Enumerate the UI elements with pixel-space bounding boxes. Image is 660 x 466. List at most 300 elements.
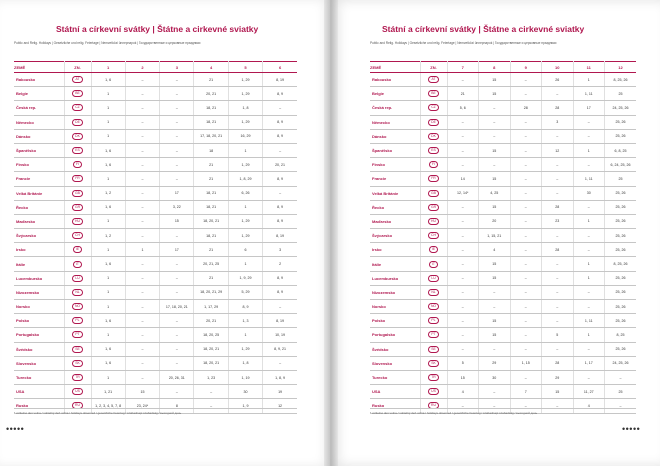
country-code-cell xyxy=(420,73,447,87)
holiday-dates-cell: 18, 21 xyxy=(194,101,228,115)
holiday-dates-cell: 15 xyxy=(447,370,479,384)
country-name: Španělsko xyxy=(14,143,64,157)
holiday-dates-cell: 20, 26, 31 xyxy=(160,370,194,384)
country-name: Nizozemsko xyxy=(370,285,420,299)
country-name: Turecko xyxy=(370,370,420,384)
holiday-dates-cell: 12 xyxy=(263,399,297,413)
holiday-dates-cell: 15 xyxy=(479,200,511,214)
holiday-dates-cell: – xyxy=(510,271,542,285)
holiday-dates-cell: – xyxy=(194,385,228,399)
country-code-badge: ES xyxy=(72,147,83,154)
holiday-dates-cell: – xyxy=(160,87,194,101)
holiday-dates-cell: – xyxy=(542,87,574,101)
header-month: 6 xyxy=(263,62,297,73)
table-row xyxy=(370,328,636,342)
holiday-dates-cell: – xyxy=(510,300,542,314)
holiday-dates-cell: 1 xyxy=(228,328,262,342)
holiday-dates-cell: 3, 22 xyxy=(160,200,194,214)
country-name: Řecko xyxy=(14,200,64,214)
country-code-badge: NL xyxy=(428,289,438,296)
holiday-dates-cell: 25 xyxy=(605,385,637,399)
holiday-dates-cell: 4, 25 xyxy=(479,186,511,200)
footnote: * volitelné den volna / voliteľný deň voľna / holidays observed / gesetzliche Feiertag / szabadnapi szabadság / выходной день xyxy=(370,408,636,415)
country-name: USA xyxy=(14,385,64,399)
holiday-dates-cell: 3 xyxy=(542,115,574,129)
holiday-dates-cell: 1, 8, 29 xyxy=(228,172,262,186)
holiday-dates-cell: 1, 6 xyxy=(91,143,125,157)
holiday-dates-cell: 1 xyxy=(91,129,125,143)
holiday-dates-cell: 1 xyxy=(573,328,605,342)
country-code-badge: NO xyxy=(428,303,439,310)
country-code-badge: LU xyxy=(72,275,82,282)
holiday-dates-cell: – xyxy=(125,314,159,328)
holiday-dates-cell: 1 xyxy=(228,143,262,157)
holiday-dates-cell: 1, 11 xyxy=(573,314,605,328)
holiday-dates-cell: – xyxy=(510,73,542,87)
holiday-dates-cell: – xyxy=(160,285,194,299)
holiday-dates-cell: 3 xyxy=(263,243,297,257)
holiday-dates-cell: 25, 26 xyxy=(605,214,637,228)
country-name: Itálie xyxy=(14,257,64,271)
holiday-dates-cell: 1 xyxy=(91,328,125,342)
country-name: Polsko xyxy=(14,314,64,328)
country-code-cell xyxy=(420,115,447,129)
holiday-dates-cell: 6, 24, 25, 26 xyxy=(605,158,637,172)
holiday-dates-cell: 25, 26 xyxy=(605,271,637,285)
holiday-dates-cell: 1 xyxy=(91,172,125,186)
table-row xyxy=(14,370,297,384)
country-name: Dánsko xyxy=(370,129,420,143)
page-subtitle: Public and Relig. Holidays | Gesetzliche und relig. Feiertage | Nemzetközi ünnepnapok | Государственные и церковные праздники xyxy=(14,41,201,45)
country-code-badge: LU xyxy=(428,275,438,282)
country-code-badge: PL xyxy=(72,317,82,324)
table-row xyxy=(14,186,297,200)
holiday-dates-cell: – xyxy=(447,214,479,228)
country-name: Lucembursko xyxy=(14,271,64,285)
table-row xyxy=(14,158,297,172)
country-code-cell xyxy=(420,370,447,384)
holiday-dates-cell: 21 xyxy=(194,158,228,172)
holiday-dates-cell: 1 xyxy=(573,214,605,228)
holiday-dates-cell: – xyxy=(573,200,605,214)
holiday-dates-cell: – xyxy=(263,101,297,115)
country-code-badge: IE xyxy=(429,246,438,253)
holiday-dates-cell: 15 xyxy=(542,385,574,399)
country-code-badge: FI xyxy=(429,161,438,168)
holiday-dates-cell: – xyxy=(447,129,479,143)
holiday-dates-cell: 1 xyxy=(228,200,262,214)
header-month: 12 xyxy=(605,62,637,73)
country-code-badge: RU xyxy=(428,402,439,409)
country-code-badge: FR xyxy=(72,175,83,182)
holiday-dates-cell: – xyxy=(510,314,542,328)
country-name: Švýcarsko xyxy=(370,229,420,243)
holiday-dates-cell: – xyxy=(510,285,542,299)
holiday-dates-cell: 8, 9 xyxy=(263,271,297,285)
country-name: Turecko xyxy=(14,370,64,384)
holiday-dates-cell: 1, 29 xyxy=(228,214,262,228)
holiday-dates-cell: – xyxy=(125,342,159,356)
country-name: Rusko xyxy=(14,399,64,413)
country-code-cell xyxy=(64,87,91,101)
country-name: Slovensko xyxy=(14,356,64,370)
holiday-dates-cell: 1 xyxy=(91,115,125,129)
holiday-dates-cell: – xyxy=(263,356,297,370)
holiday-dates-cell: 21 xyxy=(194,271,228,285)
country-name: Belgie xyxy=(370,87,420,101)
country-name: Dánsko xyxy=(14,129,64,143)
holiday-dates-cell: 1 xyxy=(91,370,125,384)
holiday-dates-cell: – xyxy=(160,129,194,143)
footnote: * volitelné den volna / voliteľný deň voľna / holidays observed / gesetzliche Feiertag / szabadnapi szabadság / выходной день xyxy=(14,408,297,415)
country-code-badge: ES xyxy=(428,147,439,154)
holiday-dates-cell: 8, 9 xyxy=(263,285,297,299)
holiday-dates-cell: 17 xyxy=(573,101,605,115)
holiday-dates-cell: 1 xyxy=(91,285,125,299)
table-row xyxy=(14,257,297,271)
country-name: Česká rep. xyxy=(370,101,420,115)
holiday-dates-cell: 4 xyxy=(479,243,511,257)
country-name: Norsko xyxy=(14,300,64,314)
holiday-dates-cell: 1, 2 xyxy=(91,186,125,200)
holiday-dates-cell: – xyxy=(479,399,511,413)
country-code-cell xyxy=(64,143,91,157)
holiday-dates-cell: – xyxy=(542,186,574,200)
book-gutter xyxy=(324,0,338,466)
table-row xyxy=(14,143,297,157)
holiday-dates-cell: 1, 2 xyxy=(91,229,125,243)
country-name: Norsko xyxy=(370,300,420,314)
header-month: 11 xyxy=(573,62,605,73)
table-row xyxy=(14,229,297,243)
holiday-dates-cell: 19 xyxy=(263,385,297,399)
header-month: 9 xyxy=(510,62,542,73)
country-name: Německo xyxy=(14,115,64,129)
holiday-dates-cell: – xyxy=(542,129,574,143)
table-row xyxy=(14,87,297,101)
holiday-dates-cell: – xyxy=(447,328,479,342)
table-row xyxy=(14,356,297,370)
holiday-dates-cell: 23, 24* xyxy=(125,399,159,413)
holiday-dates-cell: – xyxy=(160,143,194,157)
holiday-dates-cell: 1, 21 xyxy=(91,385,125,399)
holiday-dates-cell: – xyxy=(479,300,511,314)
holidays-table-right xyxy=(370,61,636,414)
holiday-dates-cell: 18, 21 xyxy=(194,115,228,129)
header-country: ZEMĚ xyxy=(370,62,420,73)
header-month: 1 xyxy=(91,62,125,73)
holiday-dates-cell: 24, 25, 26 xyxy=(605,356,637,370)
holiday-dates-cell: – xyxy=(510,129,542,143)
holiday-dates-cell: – xyxy=(573,300,605,314)
country-code-cell xyxy=(420,172,447,186)
holiday-dates-cell: 20, 21 xyxy=(263,158,297,172)
country-code-cell xyxy=(64,115,91,129)
holiday-dates-cell: – xyxy=(542,342,574,356)
holiday-dates-cell: 8, 19 xyxy=(263,229,297,243)
table-row xyxy=(370,229,636,243)
country-code-cell xyxy=(64,129,91,143)
country-code-cell xyxy=(420,385,447,399)
country-code-cell xyxy=(64,271,91,285)
holiday-dates-cell: – xyxy=(160,229,194,243)
holiday-dates-cell: 23 xyxy=(542,214,574,228)
table-row xyxy=(370,342,636,356)
holiday-dates-cell: 1, 29 xyxy=(228,87,262,101)
holiday-dates-cell: 8 xyxy=(160,399,194,413)
table-row xyxy=(14,385,297,399)
holiday-dates-cell: 25, 26 xyxy=(605,300,637,314)
holiday-dates-cell: – xyxy=(160,271,194,285)
country-code-badge: SK xyxy=(72,360,83,367)
holiday-dates-cell: 8, 9 xyxy=(228,300,262,314)
holiday-dates-cell: – xyxy=(573,129,605,143)
holiday-dates-cell: – xyxy=(160,172,194,186)
holiday-dates-cell: 25, 26 xyxy=(605,200,637,214)
holiday-dates-cell: 1 xyxy=(573,143,605,157)
country-code-cell xyxy=(420,328,447,342)
country-code-cell xyxy=(420,158,447,172)
country-code-cell xyxy=(64,73,91,87)
country-name: Slovensko xyxy=(370,356,420,370)
holiday-dates-cell: – xyxy=(160,328,194,342)
country-name: Polsko xyxy=(370,314,420,328)
table-row xyxy=(370,73,636,87)
holiday-dates-cell: 1 xyxy=(573,73,605,87)
country-code-cell xyxy=(64,342,91,356)
holiday-dates-cell: – xyxy=(542,271,574,285)
country-code-badge: BE xyxy=(72,90,83,97)
holiday-dates-cell: – xyxy=(160,356,194,370)
country-code-badge: AT xyxy=(72,76,82,83)
holiday-dates-cell: 11, 27 xyxy=(573,385,605,399)
holiday-dates-cell: 21 xyxy=(194,172,228,186)
holidays-table-left xyxy=(14,61,297,414)
holiday-dates-cell: – xyxy=(479,101,511,115)
holiday-dates-cell: 15 xyxy=(479,314,511,328)
holiday-dates-cell: – xyxy=(447,158,479,172)
table-row xyxy=(370,214,636,228)
holiday-dates-cell: 1, 17, 29 xyxy=(194,300,228,314)
header-code: ZN. xyxy=(64,62,91,73)
country-code-cell xyxy=(420,186,447,200)
right-page xyxy=(330,0,660,466)
country-code-badge: CZ xyxy=(72,104,83,111)
country-code-cell xyxy=(420,300,447,314)
country-code-cell xyxy=(420,143,447,157)
table-row xyxy=(370,158,636,172)
holiday-dates-cell: – xyxy=(447,143,479,157)
country-name: Švédsko xyxy=(370,342,420,356)
holiday-dates-cell: 12, 14* xyxy=(447,186,479,200)
holiday-dates-cell: 4 xyxy=(447,385,479,399)
table-row xyxy=(14,243,297,257)
holiday-dates-cell: – xyxy=(160,342,194,356)
holiday-dates-cell: 8, 25, 26 xyxy=(605,257,637,271)
table-row xyxy=(14,73,297,87)
holiday-dates-cell: 26 xyxy=(542,73,574,87)
country-code-cell xyxy=(420,356,447,370)
holiday-dates-cell: 1, 2, 3, 4, 5, 7, 8 xyxy=(91,399,125,413)
table-row xyxy=(370,186,636,200)
country-code-cell xyxy=(64,300,91,314)
holiday-dates-cell: 6, 26 xyxy=(228,186,262,200)
header-month: 4 xyxy=(194,62,228,73)
holiday-dates-cell: – xyxy=(125,229,159,243)
holiday-dates-cell: – xyxy=(447,300,479,314)
holiday-dates-cell: – xyxy=(510,200,542,214)
holiday-dates-cell: – xyxy=(125,158,159,172)
holiday-dates-cell: 10, 19 xyxy=(263,328,297,342)
holiday-dates-cell: – xyxy=(479,158,511,172)
country-code-badge: BE xyxy=(428,90,439,97)
country-name: Rakousko xyxy=(370,73,420,87)
country-code-cell xyxy=(64,200,91,214)
country-name: Česká rep. xyxy=(14,101,64,115)
country-code-badge: US xyxy=(72,388,83,395)
country-name: Itálie xyxy=(370,257,420,271)
holiday-dates-cell: – xyxy=(542,257,574,271)
holiday-dates-cell: 18, 20, 21 xyxy=(194,214,228,228)
table-row xyxy=(370,257,636,271)
holiday-dates-cell: 25, 26 xyxy=(605,129,637,143)
holiday-dates-cell: – xyxy=(510,186,542,200)
holiday-dates-cell: – xyxy=(573,158,605,172)
holiday-dates-cell: – xyxy=(125,143,159,157)
country-code-cell xyxy=(64,370,91,384)
holiday-dates-cell: 15 xyxy=(479,271,511,285)
holiday-dates-cell: 1, 6 xyxy=(91,314,125,328)
holiday-dates-cell: – xyxy=(160,115,194,129)
holiday-dates-cell: 25 xyxy=(605,172,637,186)
country-code-badge: NO xyxy=(72,303,83,310)
country-name: Španělsko xyxy=(370,143,420,157)
holiday-dates-cell: – xyxy=(125,87,159,101)
holiday-dates-cell: 28 xyxy=(542,200,574,214)
holiday-dates-cell: 15 xyxy=(479,73,511,87)
country-code-cell xyxy=(420,342,447,356)
holiday-dates-cell: – xyxy=(479,385,511,399)
table-row xyxy=(370,172,636,186)
table-row xyxy=(370,370,636,384)
holiday-dates-cell: 6, 8, 25 xyxy=(605,143,637,157)
holiday-dates-cell: 1, 6 xyxy=(91,200,125,214)
holiday-dates-cell: 1, 8 xyxy=(228,356,262,370)
holiday-dates-cell: 15 xyxy=(479,143,511,157)
holiday-dates-cell: 1, 19 xyxy=(228,370,262,384)
country-name: Velká Británie xyxy=(14,186,64,200)
holiday-dates-cell: 5, 6 xyxy=(447,101,479,115)
country-name: Finsko xyxy=(14,158,64,172)
country-code-badge: SE xyxy=(428,346,439,353)
table-row xyxy=(370,314,636,328)
holiday-dates-cell: – xyxy=(194,399,228,413)
table-row xyxy=(14,101,297,115)
holiday-dates-cell: – xyxy=(263,186,297,200)
holiday-dates-cell: 1, 6 xyxy=(91,158,125,172)
holiday-dates-cell: – xyxy=(125,271,159,285)
holiday-dates-cell: – xyxy=(447,271,479,285)
holiday-dates-cell: – xyxy=(263,300,297,314)
holiday-dates-cell: – xyxy=(125,328,159,342)
holiday-dates-cell: 18, 20, 21, 29 xyxy=(194,285,228,299)
country-code-badge: IE xyxy=(73,246,82,253)
country-code-badge: TR xyxy=(428,374,439,381)
header-month: 5 xyxy=(228,62,262,73)
holiday-dates-cell: – xyxy=(125,370,159,384)
country-name: Portugalsko xyxy=(370,328,420,342)
country-code-cell xyxy=(64,101,91,115)
holiday-dates-cell: 24, 25, 26 xyxy=(605,101,637,115)
holiday-dates-cell: – xyxy=(479,342,511,356)
country-code-badge: CH xyxy=(428,232,439,239)
holiday-dates-cell: – xyxy=(510,399,542,413)
holiday-dates-cell: – xyxy=(447,243,479,257)
holiday-dates-cell: 20, 21 xyxy=(194,314,228,328)
holiday-dates-cell: 1, 8, 9 xyxy=(263,370,297,384)
holiday-dates-cell: 28 xyxy=(542,243,574,257)
country-code-badge: FR xyxy=(428,175,439,182)
holiday-dates-cell: 1, 15, 21 xyxy=(479,229,511,243)
country-name: Velká Británie xyxy=(370,186,420,200)
country-name: Francie xyxy=(14,172,64,186)
holiday-dates-cell: 25, 26 xyxy=(605,229,637,243)
holiday-dates-cell: 20, 21 xyxy=(194,87,228,101)
holiday-dates-cell: 1, 15 xyxy=(510,356,542,370)
country-code-badge: DE xyxy=(72,119,83,126)
holiday-dates-cell: 15 xyxy=(125,385,159,399)
country-code-cell xyxy=(64,328,91,342)
country-code-cell xyxy=(64,356,91,370)
holiday-dates-cell: – xyxy=(573,243,605,257)
holiday-dates-cell: 25, 26 xyxy=(605,314,637,328)
holiday-dates-cell: 25 xyxy=(605,87,637,101)
table-row xyxy=(14,172,297,186)
holiday-dates-cell: 17, 18, 20, 21 xyxy=(160,300,194,314)
holiday-dates-cell: – xyxy=(605,370,637,384)
holiday-dates-cell: – xyxy=(542,285,574,299)
table-row xyxy=(14,342,297,356)
country-code-cell xyxy=(64,214,91,228)
holiday-dates-cell: 18, 21 xyxy=(194,229,228,243)
holiday-dates-cell: 25, 26 xyxy=(605,186,637,200)
table-row xyxy=(14,300,297,314)
holiday-dates-cell: 8, 9, 21 xyxy=(263,342,297,356)
holiday-dates-cell: 6 xyxy=(228,243,262,257)
holiday-dates-cell: 8, 9 xyxy=(263,200,297,214)
table-row xyxy=(370,101,636,115)
holiday-dates-cell: – xyxy=(542,314,574,328)
holiday-dates-cell: 25, 26 xyxy=(605,243,637,257)
holiday-dates-cell: 1, 9 xyxy=(228,399,262,413)
country-code-badge: HU xyxy=(72,218,83,225)
country-code-cell xyxy=(64,158,91,172)
holiday-dates-cell: 1, 11 xyxy=(573,87,605,101)
holiday-dates-cell: 18, 20, 21 xyxy=(194,356,228,370)
holiday-dates-cell: 1 xyxy=(228,257,262,271)
holiday-dates-cell: 29 xyxy=(479,356,511,370)
country-name: Portugalsko xyxy=(14,328,64,342)
holiday-dates-cell: 1 xyxy=(91,300,125,314)
holiday-dates-cell: – xyxy=(510,172,542,186)
holiday-dates-cell: – xyxy=(605,399,637,413)
holiday-dates-cell: – xyxy=(542,158,574,172)
holiday-dates-cell: 7 xyxy=(510,385,542,399)
country-name: Francie xyxy=(370,172,420,186)
holiday-dates-cell: 15 xyxy=(479,328,511,342)
decorative-dots-right: • • • • • xyxy=(622,424,639,434)
country-name: Rakousko xyxy=(14,73,64,87)
